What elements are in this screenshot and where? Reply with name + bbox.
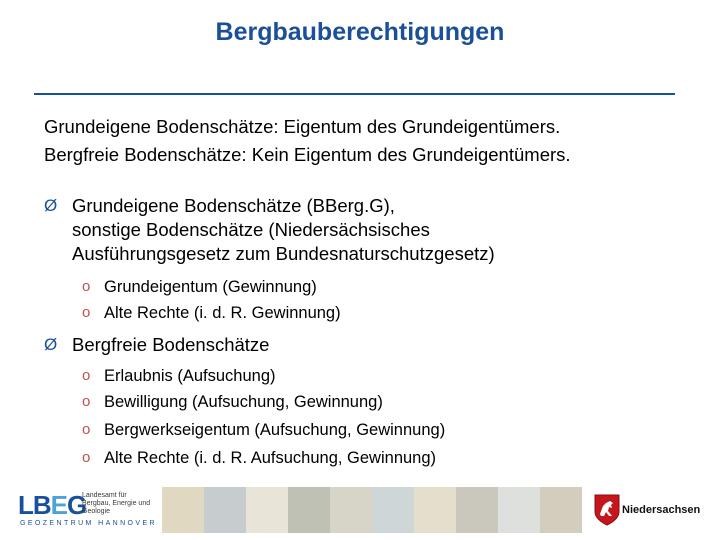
lbeg-logo bbox=[18, 490, 151, 521]
sub-item-text: Erlaubnis (Aufsuchung) bbox=[104, 367, 276, 385]
intro-line-2: Bergfreie Bodenschätze: Kein Eigentum des Grundeigentümers. bbox=[44, 144, 571, 165]
horse-crest-icon bbox=[594, 494, 620, 526]
sub-item bbox=[82, 275, 317, 299]
arrow-bullet-icon: Ø bbox=[44, 335, 58, 354]
intro-line-1: Grundeigene Bodenschätze: Eigentum des Grundeigentümers. bbox=[44, 116, 561, 137]
circle-bullet-icon: o bbox=[82, 421, 91, 438]
sub-item bbox=[82, 364, 276, 388]
niedersachsen-logo bbox=[592, 490, 712, 532]
sub-item-text: Alte Rechte (i. d. R. Gewinnung) bbox=[104, 304, 341, 322]
sub-item bbox=[82, 301, 341, 325]
arrow-bullet-icon: Ø bbox=[44, 196, 58, 215]
circle-bullet-icon: o bbox=[82, 278, 91, 295]
circle-bullet-icon: o bbox=[82, 367, 91, 384]
sub-item bbox=[82, 418, 445, 442]
sub-item bbox=[82, 446, 436, 470]
state-label: Niedersachsen bbox=[622, 504, 701, 516]
title-divider bbox=[34, 93, 675, 95]
sub-item bbox=[82, 390, 383, 414]
geozentrum-label: GEOZENTRUM HANNOVER bbox=[20, 520, 157, 527]
lbeg-agency-name: Landesamt für Bergbau, Energie und Geologie bbox=[82, 492, 151, 515]
sub-item-text: Grundeigentum (Gewinnung) bbox=[104, 278, 317, 296]
sub-item-text: Bewilligung (Aufsuchung, Gewinnung) bbox=[104, 393, 383, 411]
circle-bullet-icon: o bbox=[82, 449, 91, 466]
intro-text bbox=[44, 113, 571, 169]
section-1-line-2: sonstige Bodenschätze (Niedersächsisches bbox=[72, 219, 430, 240]
circle-bullet-icon: o bbox=[82, 393, 91, 410]
slide-title: Bergbauberechtigungen bbox=[215, 18, 505, 46]
sub-item-text: Bergwerkseigentum (Aufsuchung, Gewinnung) bbox=[104, 421, 446, 439]
section-2-heading: Bergfreie Bodenschätze bbox=[72, 334, 270, 355]
bullet-section-2 bbox=[44, 333, 269, 357]
section-1-line-3: Ausführungsgesetz zum Bundesnaturschutzgesetz) bbox=[72, 243, 495, 264]
lbeg-wordmark: LBEG bbox=[18, 490, 87, 520]
section-1-line-1: Grundeigene Bodenschätze (BBerg.G), bbox=[72, 195, 395, 216]
bullet-section-1 bbox=[44, 194, 495, 266]
sub-item-text: Alte Rechte (i. d. R. Aufsuchung, Gewinnung) bbox=[104, 449, 437, 467]
circle-bullet-icon: o bbox=[82, 304, 91, 321]
footer-image-strip bbox=[162, 487, 582, 533]
